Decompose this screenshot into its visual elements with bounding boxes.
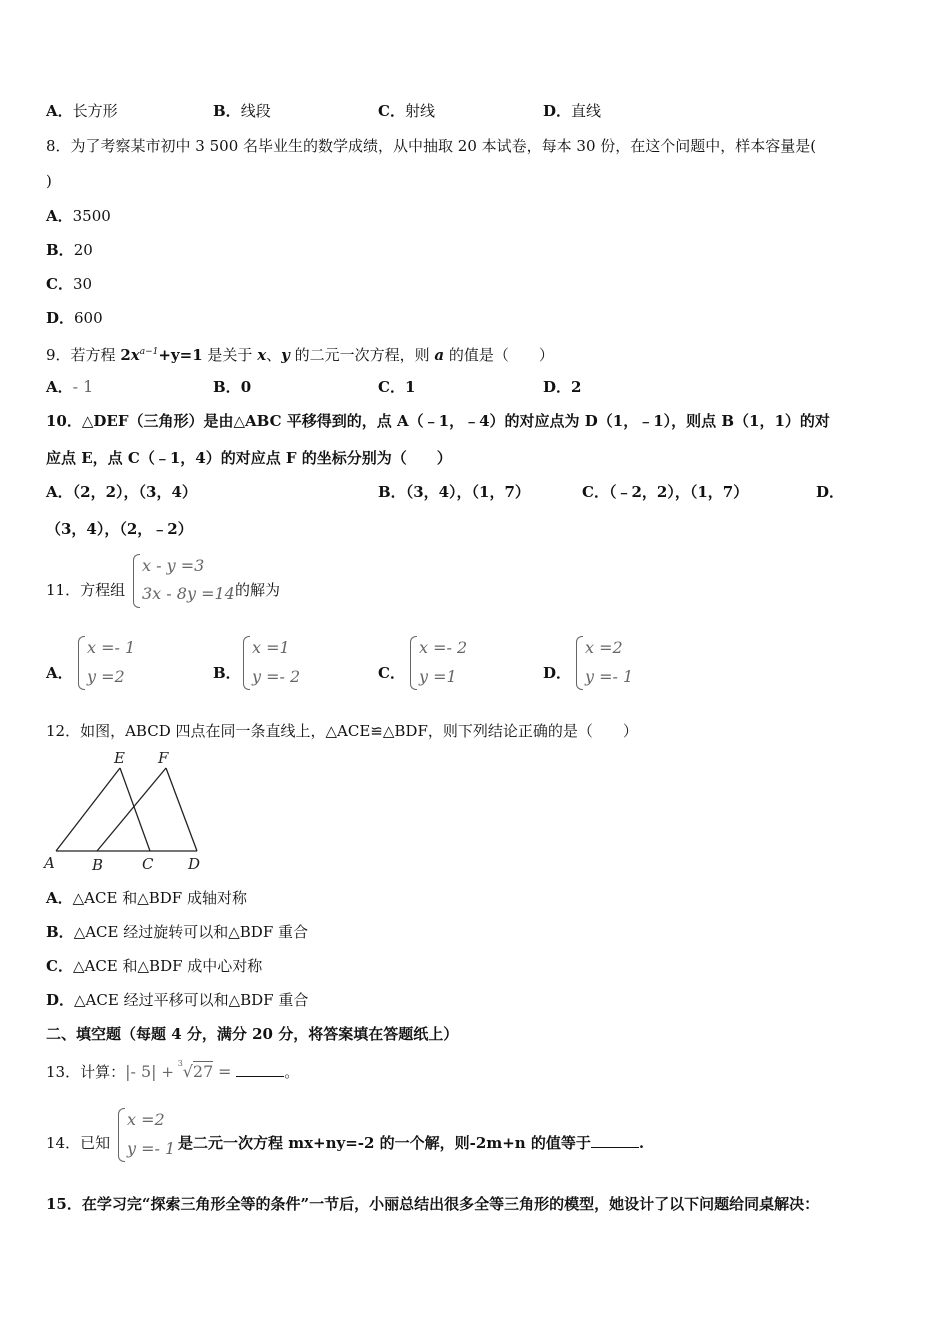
brace — [133, 554, 140, 608]
q11-option-b-system — [243, 636, 313, 690]
section-title: 二、填空题（每题 4 分，满分 20 分，将答案填在答题纸上） — [46, 1025, 459, 1043]
q9-question: 9．若方程 $2x^{a-1}+y=1$ 是关于 x、y 的二元一次方程，则 a 的值是（ ） — [46, 346, 554, 364]
q10-option-d-value: （3，4），（2，﹣2） — [46, 520, 193, 538]
q10-question-line2: 应点 E，点 C（﹣1，4）的对应点 F 的坐标分别为（ ） — [46, 449, 452, 467]
q11-option-c-eq2: y =1 — [419, 667, 457, 686]
q11-option-c-system — [410, 636, 480, 690]
q11-option-c-eq1: x =- 2 — [419, 638, 468, 657]
q11-option-b-eq1: x =1 — [252, 638, 290, 657]
label-c: C — [142, 855, 154, 873]
q14-prefix: 14．已知 — [46, 1134, 111, 1152]
q7-option-b: B．线段 — [213, 102, 271, 120]
cube-root: 3 √27 — [177, 1059, 214, 1081]
q13-question: 13．计算：|- 5| + 3 √27 = 。 — [46, 1059, 300, 1081]
q11-eq1: x - y =3 — [142, 556, 205, 575]
q9-option-d: D．2 — [543, 378, 582, 396]
q7-option-c: C．射线 — [378, 102, 435, 120]
q11-option-d-eq2: y =- 1 — [585, 667, 634, 686]
line-fd — [166, 768, 197, 851]
brace — [410, 636, 417, 690]
q12-option-d: D．△ACE 经过平移可以和△BDF 重合 — [46, 991, 309, 1009]
brace — [243, 636, 250, 690]
q11-option-d-label: D． — [543, 664, 572, 682]
q9-option-a: A．- 1 — [46, 377, 94, 396]
q8-question-line1: 8．为了考察某市初中 3 500 名毕业生的数学成绩，从中抽取 20 本试卷，每本 30 份，在这个问题中，样本容量是( — [46, 137, 817, 155]
q11-option-a-label: A． — [46, 664, 73, 682]
q14-text: 是二元一次方程 mx+ny=-2 的一个解，则-2m+n 的值等于 . — [178, 1134, 645, 1152]
label-e: E — [114, 749, 125, 767]
q7-option-a: A．长方形 — [46, 102, 118, 120]
q10-question-line1: 10．△DEF（三角形）是由△ABC 平移得到的，点 A（﹣1，﹣4）的对应点为 D（1，﹣1），则点 B（1，1）的对 — [46, 412, 830, 430]
q11-option-b-label: B． — [213, 664, 241, 682]
label-a: A — [44, 854, 55, 872]
q11-option-d-system — [576, 636, 646, 690]
label-d: D — [188, 855, 201, 873]
line-ae — [56, 768, 120, 851]
q14-eq1: x =2 — [127, 1110, 165, 1129]
answer-blank — [236, 1062, 284, 1077]
q15-question: 15．在学习完“探索三角形全等的条件”一节后，小丽总结出很多全等三角形的模型，她设计了以下问题给同桌解决： — [46, 1195, 820, 1213]
q11-eq2: 3x - 8y =14 — [142, 584, 235, 603]
q11-prefix: 11．方程组 — [46, 581, 126, 599]
q7-option-d: D．直线 — [543, 102, 602, 120]
brace — [118, 1108, 125, 1162]
q11-suffix: 的解为 — [235, 581, 281, 599]
q8-option-c: C．30 — [46, 275, 93, 293]
brace — [576, 636, 583, 690]
q11-option-d-eq1: x =2 — [585, 638, 623, 657]
abs-value: |- 5| — [125, 1062, 157, 1081]
q12-option-c: C．△ACE 和△BDF 成中心对称 — [46, 957, 263, 975]
q12-triangle-figure — [40, 748, 210, 874]
q10-option-d: D． — [816, 483, 845, 501]
q14-eq2: y =- 1 — [127, 1139, 176, 1158]
q11-option-c-label: C． — [378, 664, 405, 682]
q11-equation-system — [133, 554, 243, 608]
label-b: B — [92, 856, 104, 874]
q10-option-c: C．（﹣2，2），（1，7） — [582, 483, 749, 501]
q11-option-a-eq2: y =2 — [87, 667, 125, 686]
q8-option-d: D．600 — [46, 309, 103, 327]
q12-question: 12．如图，ABCD 四点在同一条直线上，△ACE≌△BDF，则下列结论正确的是（ ） — [46, 722, 638, 740]
q10-option-b: B．（3，4），（1，7） — [378, 483, 530, 501]
label-f: F — [158, 749, 169, 767]
answer-blank — [591, 1133, 639, 1148]
q8-option-b: B．20 — [46, 241, 93, 259]
q12-option-b: B．△ACE 经过旋转可以和△BDF 重合 — [46, 923, 309, 941]
line-ec — [120, 768, 150, 851]
q12-option-a: A．△ACE 和△BDF 成轴对称 — [46, 889, 247, 907]
q11-option-a-system — [78, 636, 148, 690]
q11-option-a-eq1: x =- 1 — [87, 638, 136, 657]
q8-question-line2: ) — [46, 172, 52, 190]
q9-option-b: B．0 — [213, 378, 252, 396]
q8-option-a: A．3500 — [46, 207, 111, 225]
line-bf — [97, 768, 166, 851]
brace — [78, 636, 85, 690]
q10-option-a: A．（2，2），（3，4） — [46, 483, 197, 501]
q11-option-b-eq2: y =- 2 — [252, 667, 301, 686]
q9-option-c: C．1 — [378, 378, 416, 396]
